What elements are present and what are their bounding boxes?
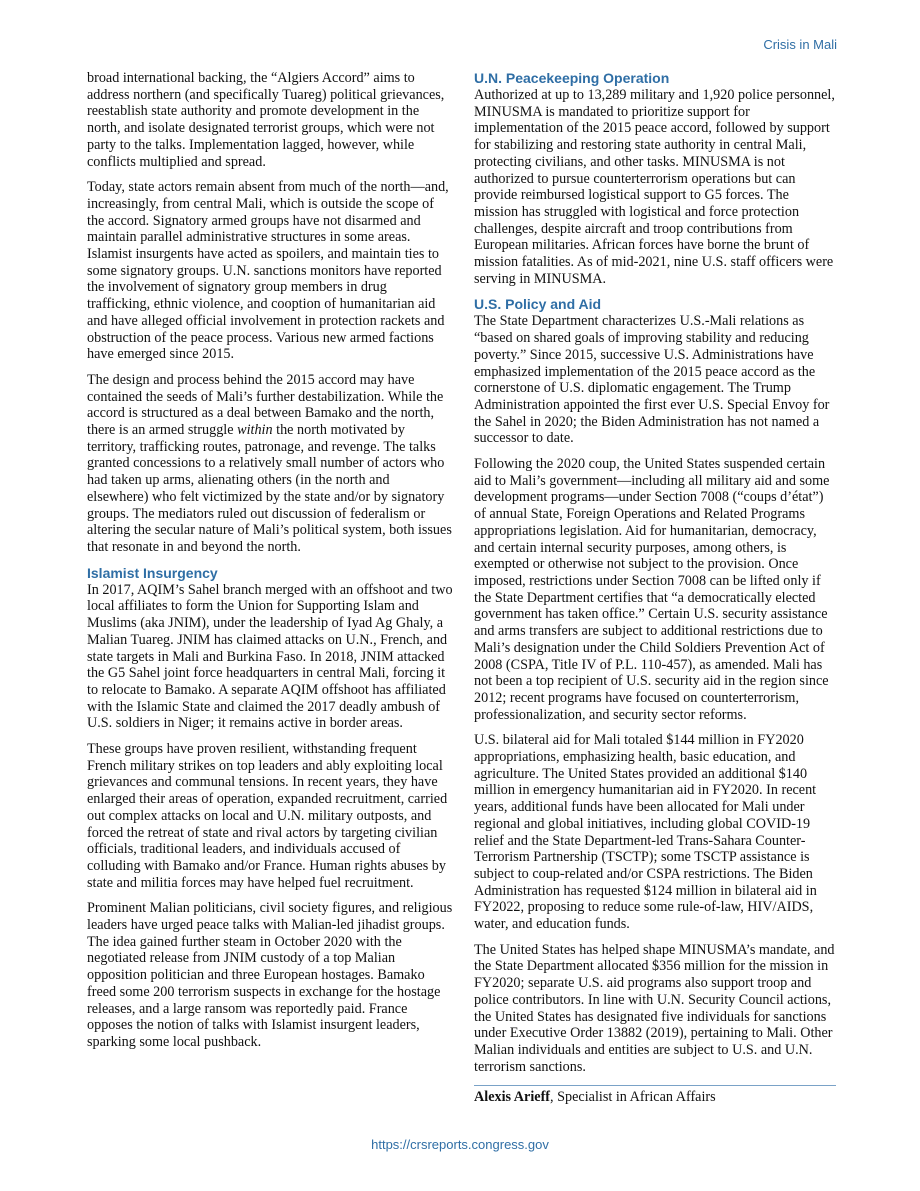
running-title: Crisis in Mali (763, 37, 837, 52)
design-text-before: The design and process behind the 2015 accord may have contained the seeds of Mali’s further destabilization. While the accord is structured as a deal between Bamako and the north, there is an armed struggle (87, 371, 444, 439)
author-line (474, 1089, 836, 1106)
design-paragraph (87, 372, 453, 556)
policy-paragraph: U.S. bilateral aid for Mali totaled $144 million in FY2020 appropriations, emphasizing health, basic education, and agriculture. The United States provided an additional $140 million in emergency humanitarian aid in FY2020. In recent years, additional funds have been allocated for Mali under regional and global initiatives, including global COVID-19 relief and the State Department-led Trans-Sahara Counter-Terrorism Partnership (TSCTP); some TSCTP assistance is subject to coup-related and/or CSPA restrictions. The Biden Administration has requested $124 million in bilateral aid in FY2022, proposing to reduce some rule-of-law, HIV/AIDS, water, and education funds. (474, 732, 817, 933)
insurgency-paragraph: These groups have proven resilient, withstanding frequent French military strikes on top leaders and ably exploiting local grievances and communal tensions. In recent years, they have enlarged their areas of operation, expanded recruitment, carried out complex attacks on local and U.N. military outposts, and forced the retreat of state and rival actors by targeting civilian officials, traditional leaders, and individuals accused of colluding with Bamako and/or France. Human rights abuses by state and militia forces may have helped fuel recruitment. (87, 741, 448, 891)
policy-paragraph: The United States has helped shape MINUSMA’s mandate, and the State Department allocated $356 million for the mission in FY2020; separate U.S. aid programs also support troop and police contributors. In line with U.N. Security Council actions, the United States has designated five individuals for sanctions under Executive Order 13882 (2019), pertaining to Mali. Other Malian individuals and entities are subject to U.S. and U.N. terrorism sanctions. (474, 941, 835, 1075)
left-column (87, 70, 453, 1060)
accord-paragraph: broad international backing, the “Algiers Accord” aims to address northern (and specifically Tuareg) political grievances, reestablish state authority and promote development in the north, and isolate designated terrorist groups, which were not party to the talks. Implementation lagged, however, while conflicts multiplied and spread. (87, 70, 445, 170)
footer-url-link[interactable]: https://crsreports.congress.gov (371, 1137, 549, 1152)
peacekeeping-heading: U.N. Peacekeeping Operation (474, 70, 670, 86)
policy-paragraph: Following the 2020 coup, the United States suspended certain aid to Mali’s government—including all military aid and some development programs—under Section 7008 (“coups d’état”) of annual State, Foreign Operations and Related Programs appropriations legislation. Aid for humanitarian, democracy, and certain internal security purposes, among others, is exempted or otherwise not subject to the provision. Once imposed, restrictions under Section 7008 can be lifted only if the State Department certifies that “a democratically elected government has taken office.” Certain U.S. security assistance and arms transfers are subject to additional restrictions due to Mali’s designation under the Child Soldiers Prevention Act of 2008 (CSPA, Title IV of P.L. 110-457), as amended. Mali has not been a top recipient of U.S. security aid in the region since 2012; recent programs have focused on counterterrorism, professionalization, and security sector reforms. (474, 456, 830, 723)
policy-paragraph: The State Department characterizes U.S.-Mali relations as “based on shared goals of improving stability and reducing poverty.” Since 2015, successive U.S. Administrations have emphasized implementation of the 2015 peace accord as the cornerstone of U.S. diplomatic engagement. The Trump Administration appointed the first ever U.S. Special Envoy for the Sahel in 2020; the Biden Administration has not named a successor to date. (474, 313, 830, 447)
state-actors-paragraph: Today, state actors remain absent from much of the north—and, increasingly, from central Mali, which is outside the scope of the accord. Signatory armed groups have not disarmed and maintain parallel administrative structures in some areas. Islamist insurgents have acted as spoilers, and maintain ties to some signatory groups. U.N. sanctions monitors have reported the involvement of signatory group members in drug trafficking, ethnic violence, and cooption of humanitarian aid and have alleged official involvement in protection rackets and obstruction of the peace process. Various new armed factions have emerged since 2015. (87, 179, 449, 363)
design-text-after: the north motivated by territory, trafficking routes, patronage, and revenge. The talks granted concessions to a relatively small number of actors who had taken up arms, alienating others (in the north and elsewhere) who felt victimized by the state and/or by signatory groups. The mediators ruled out discussion of federalism or altering the secular nature of Mali’s political system, both issues that resonate in and beyond the north. (87, 422, 452, 555)
peacekeeping-paragraph: Authorized at up to 13,289 military and 1,920 police personnel, MINUSMA is mandated to prioritize support for implementation of the 2015 peace accord, followed by support for stabilizing and restoring state authority in central Mali, protecting civilians, and other tasks. MINUSMA is not authorized to pursue counterterrorism operations but can provide reimbursed logistical support to G5 forces. The mission has struggled with logistical and force protection challenges, despite aircraft and troop contributions from European militaries. African forces have borne the brunt of mission fatalities. As of mid-2021, nine U.S. staff officers were serving in MINUSMA. (474, 87, 835, 287)
policy-heading: U.S. Policy and Aid (474, 296, 602, 313)
insurgency-paragraph: Prominent Malian politicians, civil society figures, and religious leaders have urged peace talks with Malian-led jihadist groups. The idea gained further steam in October 2020 with the negotiated release from JNIM custody of a top Malian opposition politician and three European hostages. Bamako freed some 200 terrorism suspects in exchange for the hostage releases, and a large ransom was reportedly paid. France opposes the notion of talks with Islamist insurgent leaders, sparking some local pushback. (87, 900, 453, 1050)
insurgency-heading: Islamist Insurgency (87, 564, 218, 581)
author-name: Alexis Arieff (474, 1089, 551, 1106)
author-divider (474, 1085, 836, 1086)
insurgency-paragraph: In 2017, AQIM’s Sahel branch merged with an offshoot and two local affiliates to form the Union for Supporting Islam and Muslims (aka JNIM), under the leadership of Iyad Ag Ghaly, a Malian Tuareg. JNIM has claimed attacks on U.N., French, and state targets in Mali and Burkina Faso. In 2018, JNIM attacked the G5 Sahel joint force headquarters in central Mali, forcing it to relocate to Bamako. A separate AQIM offshoot has affiliated with the Islamic State and claimed the 2017 deadly ambush of U.S. soldiers in Niger; it remains active in border areas. (87, 581, 453, 732)
design-emphasis: within (237, 422, 273, 439)
right-column (474, 70, 836, 1115)
author-title: , Specialist in African Affairs (550, 1089, 716, 1106)
